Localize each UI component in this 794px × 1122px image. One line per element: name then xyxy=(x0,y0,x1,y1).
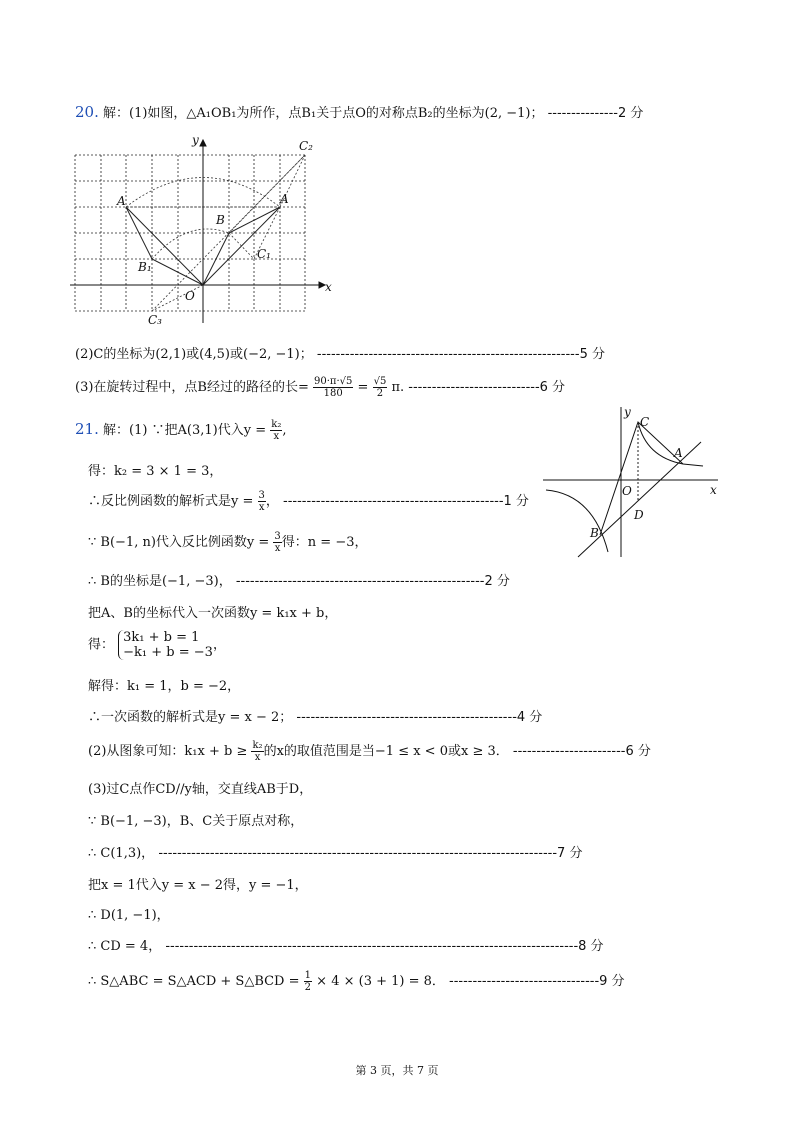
q20-figure xyxy=(70,128,340,328)
q20-number: 20. xyxy=(75,103,99,121)
q21-text-17: ∴ S△ABC = S△ACD + S△BCD = xyxy=(88,974,300,989)
q21-hyperbola-tail xyxy=(683,464,703,466)
q21-label-b: B xyxy=(590,526,599,540)
q21-fraction-10: $\frac{\text{k₂}}{x}$ xyxy=(252,740,263,763)
q20-line1 xyxy=(75,102,643,121)
q20-line-oc3 xyxy=(152,285,203,311)
q21-text-9: ∴一次函数的解析式是y = x − 2； xyxy=(88,710,293,725)
q20-text-3: (3)在旋转过程中，点B经过的路径的长= xyxy=(75,380,309,395)
q21-text-7b: ， xyxy=(212,637,226,653)
q21-label-c: C xyxy=(640,415,650,429)
q21-label-y: y xyxy=(624,405,631,419)
q21-score-8: ----------------------------------------------------------------------------------------8 分 xyxy=(165,939,604,954)
q21-text-17b: × 4 × (3 + 1) = 8． xyxy=(316,974,445,989)
q20-label-o: O xyxy=(185,289,195,303)
q20-label-a-right: A xyxy=(280,192,289,206)
q21-line14: 把x = 1代入y = x − 2得，y = −1， xyxy=(88,878,308,893)
q20-label-x: x xyxy=(325,280,332,294)
q21-text-1b: , xyxy=(282,423,287,438)
q20-label-c3: C₃ xyxy=(148,313,162,327)
q21-text-13: ∴ C(1,3)， xyxy=(88,846,155,861)
q21-fraction-1: $\frac{\text{k₂}}{x}$ xyxy=(271,419,282,442)
q20-grid xyxy=(75,155,305,311)
q20-label-c2: C₂ xyxy=(299,139,313,153)
q20-line3 xyxy=(75,376,565,399)
q20-y-arrow-icon xyxy=(200,140,206,146)
q20-text-2: (2)C的坐标为(2,1)或(4,5)或(−2, −1)； xyxy=(75,347,313,362)
q21-label-x: x xyxy=(710,483,717,497)
q21-line7 xyxy=(88,630,226,660)
q21-hyperbola-left xyxy=(546,490,608,552)
q21-text-4b: 得：n = −3， xyxy=(281,535,368,550)
q20-label-b: B xyxy=(216,213,225,227)
q20-label-c1: C₁ xyxy=(257,247,271,261)
q21-line5 xyxy=(88,570,510,589)
q21-line4 xyxy=(88,531,368,554)
q21-score-7: -------------------------------------------------------------------------------------7 分 xyxy=(158,846,583,861)
q20-label-a-left: A xyxy=(117,194,126,208)
q21-text-10: (2)从图象可知：k₁x + b ≥ xyxy=(88,744,248,759)
page-footer: 第 3 页，共 7 页 xyxy=(355,1064,439,1077)
q21-label-d: D xyxy=(634,508,644,522)
q20-score-3: ----------------------------6 分 xyxy=(408,380,566,395)
q21-text-3b: ， xyxy=(265,494,279,509)
q20-line2 xyxy=(75,343,605,362)
q21-line9 xyxy=(88,706,542,725)
q21-line15: ∴ D(1, −1)， xyxy=(88,908,170,923)
q21-text-16: ∴ CD = 4， xyxy=(88,939,162,954)
q21-line1 xyxy=(75,419,286,442)
q21-line3 xyxy=(88,490,529,513)
q21-figure xyxy=(538,402,728,562)
q21-label-o: O xyxy=(622,484,632,498)
q20-score-1: ---------------2 分 xyxy=(547,106,644,121)
q21-text-10b: 的x的取值范围是当−1 ≤ x < 0或x ≥ 3． xyxy=(263,744,509,759)
q21-score-6: ------------------------6 分 xyxy=(512,744,651,759)
q20-label-b1: B₁ xyxy=(138,260,152,274)
q21-line10 xyxy=(88,740,651,763)
q21-line2: 得：k₂ = 3 × 1 = 3， xyxy=(88,464,223,479)
q21-score-2: -----------------------------------------------------2 分 xyxy=(235,574,510,589)
q21-text-1: 解：(1) ∵把A(3,1)代入y = xyxy=(103,423,267,438)
q20-equals: = xyxy=(357,380,369,395)
q21-fraction-3: $\frac{3}{x}$ xyxy=(258,490,265,513)
q20-text-1: 解：(1)如图，△A₁OB₁为所作，点B₁关于点O的对称点B₂的坐标为(2, −1)； xyxy=(103,106,544,121)
q20-text-3b: π. xyxy=(391,380,405,395)
q20-fraction-2: $\frac{√5}{2}$ xyxy=(373,376,387,399)
q21-label-a: A xyxy=(674,446,683,460)
q20-triangle-aob xyxy=(203,207,280,285)
q20-score-2: --------------------------------------------------------5 分 xyxy=(316,347,605,362)
q21-line12: ∵ B(−1, −3)，B、C关于原点对称， xyxy=(88,814,304,829)
q21-line13 xyxy=(88,842,582,861)
q21-equation-system: 3k₁ + b = 1 −k₁ + b = −3 xyxy=(118,630,213,660)
q21-line16 xyxy=(88,935,604,954)
q21-score-1: -----------------------------------------------1 分 xyxy=(283,494,529,509)
q21-line17 xyxy=(88,970,625,993)
q20-label-y: y xyxy=(192,133,199,147)
q21-text-7: 得： xyxy=(88,637,115,653)
q21-text-3: ∴反比例函数的解析式是y = xyxy=(88,494,254,509)
q21-score-4: -----------------------------------------------4 分 xyxy=(296,710,543,725)
q21-text-5: ∴ B的坐标是(−1, −3)， xyxy=(88,574,232,589)
q20-fraction-1: $\frac{90\cdot\pi\cdot√5}{180}$ xyxy=(314,376,353,399)
q21-score-9: --------------------------------9 分 xyxy=(449,974,625,989)
q21-number: 21. xyxy=(75,420,99,438)
q21-line11: (3)过C点作CD//y轴，交直线AB于D， xyxy=(88,782,313,797)
q21-line8: 解得：k₁ = 1，b = −2， xyxy=(88,679,241,694)
q21-line6: 把A、B的坐标代入一次函数y = k₁x + b， xyxy=(88,606,338,621)
q21-fraction-17: $\frac{1}{2}$ xyxy=(304,970,312,993)
q21-text-4: ∵ B(−1, n)代入反比例函数y = xyxy=(88,535,270,550)
q21-fraction-4: $\frac{3}{x}$ xyxy=(274,531,281,554)
